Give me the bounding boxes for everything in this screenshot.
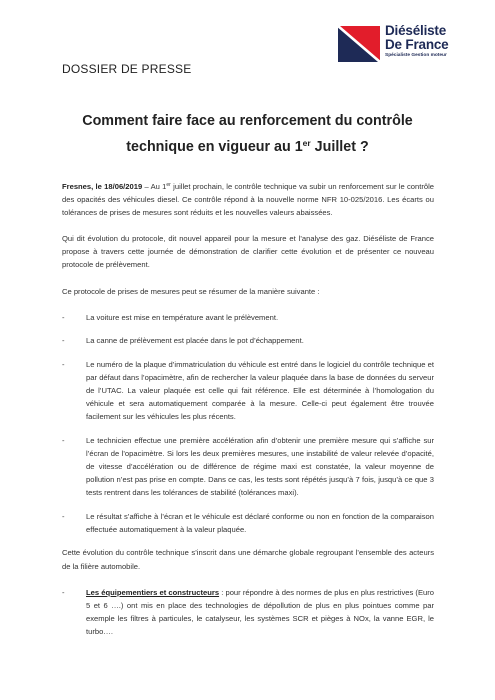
company-logo [336, 22, 476, 66]
equipment-lead-text: Les équipementiers et constructeurs [86, 587, 220, 597]
dash-bullet: - [62, 359, 65, 369]
title-line-1: Comment faire face au renforcement du contrôle [82, 113, 413, 129]
dash-bullet: - [62, 435, 65, 445]
equipment-lead [86, 588, 219, 597]
list-item-text: Le technicien effectue une première accélération afin d’obtenir une première mesure qui s’affiche sur l’écran de l’opacimètre. Si lors les deux premières mesures, une instabilité de valeur relevée d’opacité, de vitesse d’accélération ou de différence de régime maxi est constatée, la valeur moyenne de pollution n’est pas prise en compte. Dans ce cas, les tests sont répétés jusqu’à 7 fois, jusqu’à ce que 3 tests rentrent dans les tolérances de stabilité (tolérances maxi). [86, 435, 434, 498]
logo-mark-icon [336, 22, 382, 66]
dash-bullet: - [62, 587, 65, 597]
logo-name-line2: De France [385, 37, 449, 52]
title-line-2-end: Juillet ? [310, 139, 369, 155]
list-item [62, 434, 434, 499]
list-item [62, 334, 434, 347]
intro-paragraph [62, 180, 434, 219]
list-item-text: Le numéro de la plaque d’immatriculation du véhicule est entré dans le logiciel du contrôle technique et par défaut dans l’opacimètre, afin de rechercher la valeur plaquée dans la base de données du serveur de l’UTAC. La valeur plaquée est celle qui fait référence. Elle est déterminée à l’homologation du véhicule et sera automatiquement comparée à la mesure. Celle-ci peut également être trouvée facilement sur les véhicules les plus récents. [86, 359, 434, 422]
title-superscript: er [302, 138, 311, 148]
title-line-2-start: technique en vigueur au 1 [126, 139, 303, 155]
paragraph-4: Cette évolution du contrôle technique s’inscrit dans une démarche globale regroupant l’ensemble des acteurs de la filière automobile. [62, 548, 434, 571]
list-item [62, 358, 434, 423]
list-item [62, 510, 434, 536]
dash-bullet: - [62, 336, 65, 346]
document-title [62, 110, 433, 158]
paragraph-3: Ce protocole de prises de mesures peut se résumer de la manière suivante : [62, 286, 320, 296]
list-item [62, 311, 434, 324]
dash-bullet: - [62, 511, 65, 521]
dash-bullet: - [62, 312, 65, 322]
title-line-2 [62, 132, 433, 158]
list-item [62, 586, 434, 638]
protocol-list [62, 311, 434, 536]
list-item-text: La voiture est mise en température avant le prélèvement. [86, 312, 279, 322]
actors-list [62, 586, 434, 638]
logo-tagline: Spécialiste Gestion moteur [385, 53, 447, 58]
paragraph-2: Qui dit évolution du protocole, dit nouvel appareil pour la mesure et l’analyse des gaz. Diéséliste de France propose à travers cette journée de démonstration de clarifier cette évolution et de présenter ce nouveau protocole de prélèvement. [62, 234, 434, 270]
intro-text-a: – Au 1 [142, 182, 167, 191]
intro-superscript: er [166, 182, 171, 188]
dossier-heading: DOSSIER DE PRESSE [62, 62, 192, 76]
logo-name-line1: Diéséliste [385, 23, 447, 38]
list-item-text: Le résultat s’affiche à l’écran et le véhicule est déclaré conforme ou non en fonction de la comparaison effectuée automatiquement à la valeur plaquée. [86, 511, 434, 534]
list-item-text: La canne de prélèvement est placée dans le pot d’échappement. [86, 336, 304, 346]
equipment-text: : pour répondre à des normes de plus en plus restrictives (Euro 5 et 6 ….) ont mis en place des technologies de dépollution de plus en plus pointues comme par exemple les filtres à particules, le catalyseur, les systèmes SCR et pièges à NOx, la vanne EGR, le turbo…. [86, 587, 434, 636]
intro-text-b: juillet prochain, le contrôle technique va subir un renforcement sur le contrôle des opacités des véhicules diesel. Ce contrôle répond à la nouvelle norme NFR 10-025/2016. Les écarts ou tolérances de prises de mesures sont réduits et les nouvelles valeurs abaissées. [62, 182, 434, 218]
intro-lead: Fresnes, le 18/06/2019 [62, 182, 143, 191]
document-body [62, 180, 434, 649]
